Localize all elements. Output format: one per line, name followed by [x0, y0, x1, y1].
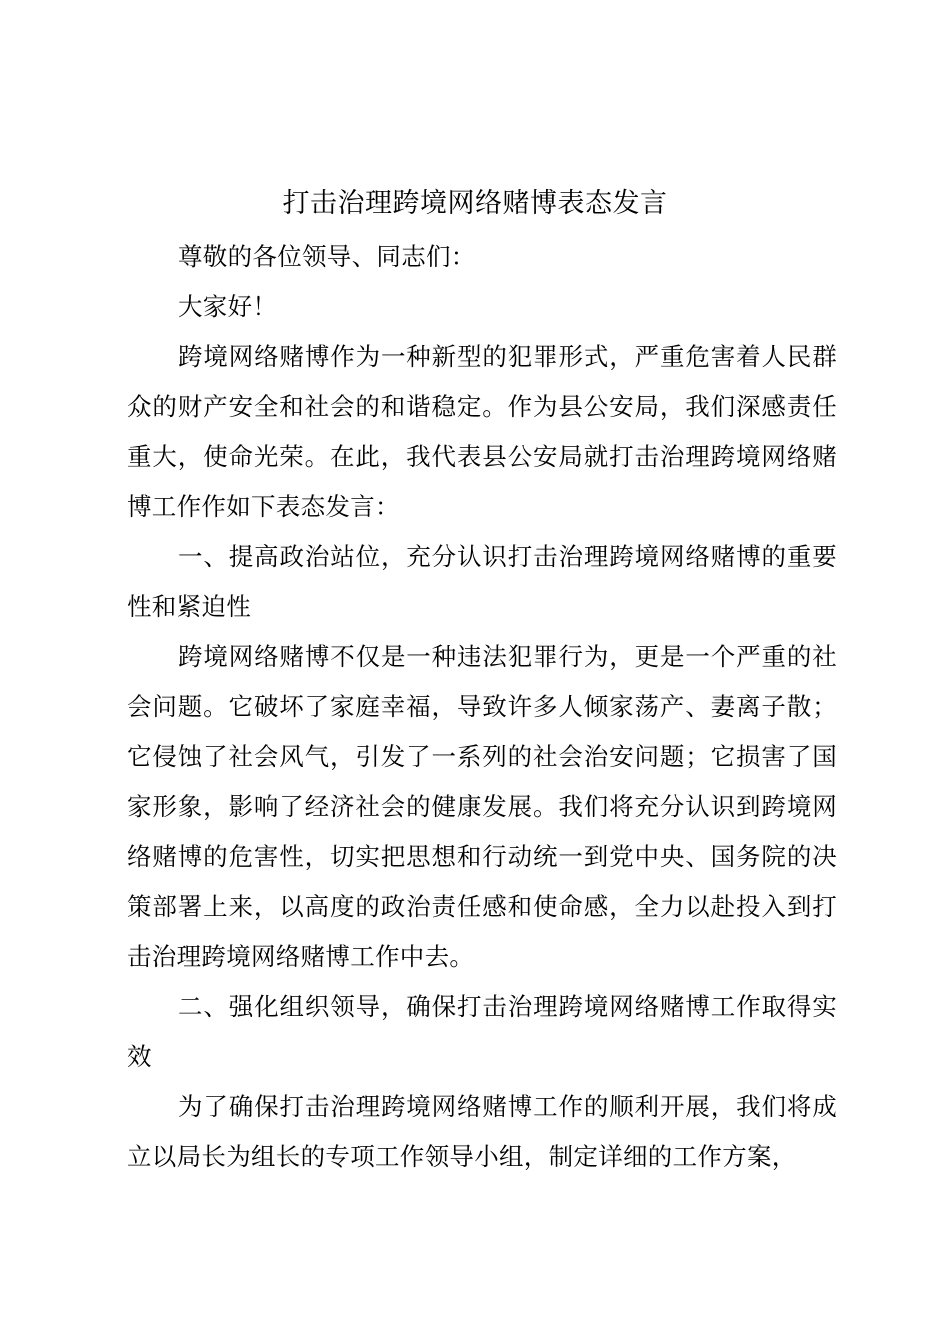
section-2-paragraph: 为了确保打击治理跨境网络赌博工作的顺利开展，我们将成立以局长为组长的专项工作领导小组，制定详细的工作方案，: [127, 1092, 837, 1171]
intro-paragraph: 跨境网络赌博作为一种新型的犯罪形式，严重危害着人民群众的财产安全和社会的和谐稳定。作为县公安局，我们深感责任重大，使命光荣。在此，我代表县公安局就打击治理跨境网络赌博工作作如下表态发言：: [127, 342, 837, 521]
document-body: [127, 232, 837, 1182]
section-1-paragraph: 跨境网络赌博不仅是一种违法犯罪行为，更是一个严重的社会问题。它破坏了家庭幸福，导致许多人倾家荡产、妻离子散；它侵蚀了社会风气，引发了一系列的社会治安问题；它损害了国家形象，影响了经济社会的健康发展。我们将充分认识到跨境网络赌博的危害性，切实把思想和行动统一到党中央、国务院的决策部署上来，以高度的政治责任感和使命感，全力以赴投入到打击治理跨境网络赌博工作中去。: [127, 642, 837, 971]
greeting: 大家好！: [178, 292, 278, 321]
section-1-heading: 一、提高政治站位，充分认识打击治理跨境网络赌博的重要性和紧迫性: [127, 542, 837, 621]
section-2-heading: 二、强化组织领导，确保打击治理跨境网络赌博工作取得实效: [127, 992, 837, 1071]
document-title: 打击治理跨境网络赌博表态发言: [282, 188, 668, 219]
salutation: 尊敬的各位领导、同志们：: [178, 242, 476, 271]
